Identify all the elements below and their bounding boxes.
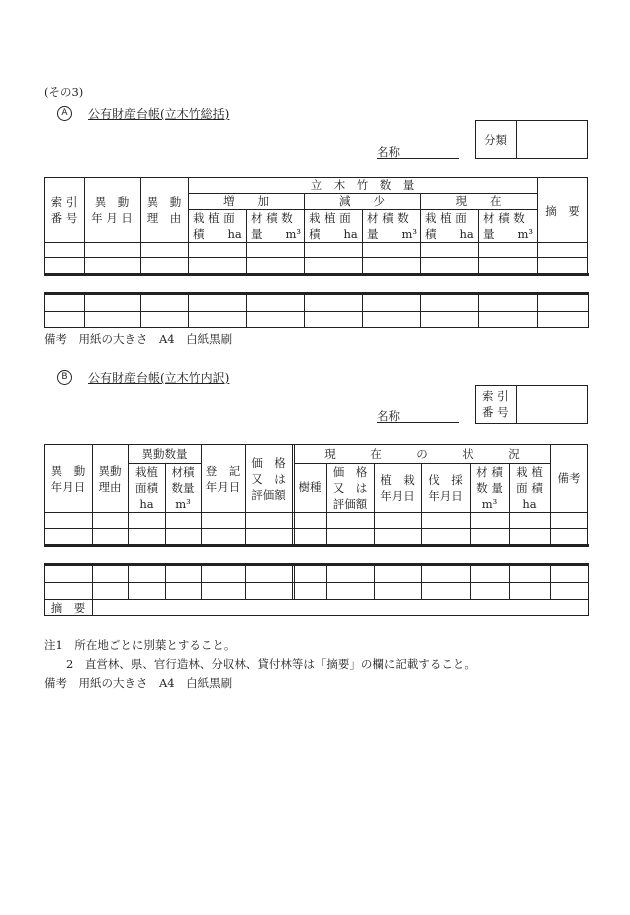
col-change-date: 異 動 年月日	[50, 464, 86, 494]
col-group-current-status: 現 在 の 状 況	[324, 447, 520, 461]
col-index-number: 索 引 番 号	[50, 195, 78, 225]
col-group-current: 現 在	[455, 194, 502, 208]
col-inc-volume: 材 積 数 量 m³	[251, 211, 302, 241]
col-change-reason: 異 動 理 由	[146, 195, 182, 225]
section-b-name-label: 名称	[377, 409, 400, 423]
circled-letter-a: A	[57, 106, 72, 121]
row-summary-label: 摘 要	[50, 601, 86, 615]
col-planting-date: 植 栽 年月日	[380, 473, 415, 503]
footer-note-1: 注1 所在地ごとに別葉とすること。	[44, 638, 236, 652]
section-b-index-label: 索 引 番 号	[482, 389, 509, 419]
section-b-title: 公有財産台帳(立木竹内訳)	[88, 371, 230, 385]
section-b-name-field	[377, 422, 459, 423]
col-dec-area: 栽 植 面 積 ha	[309, 211, 358, 241]
footer-note-2: 2 直営林、県、官行造林、分収林、貸付林等は「摘要」の欄に記載すること。	[66, 657, 476, 671]
col-cutting-date: 伐 採 年月日	[428, 473, 463, 503]
col-current-volume: 材 積 数 量 m³	[476, 465, 503, 511]
col-dec-volume: 材 積 数 量 m³	[367, 211, 418, 241]
section-a-title: 公有財産台帳(立木竹総括)	[88, 107, 230, 121]
col-group-standing-timber: 立 木 竹 数 量	[310, 178, 415, 192]
col-price: 価 格 又 は 評価額	[251, 456, 286, 502]
col-group-decrease: 減 少	[339, 194, 385, 208]
col-cur-area: 栽 植 面 積 ha	[425, 211, 474, 241]
col-species: 樹種	[298, 480, 322, 494]
section-a-name-field	[377, 158, 459, 159]
footer-note-3: 備考 用紙の大きさ A4 白紙黒刷	[44, 676, 233, 690]
col-registration-date: 登 記 年月日	[205, 464, 241, 494]
col-group-change-qty: 異動数量	[141, 447, 188, 461]
col-change-reason: 異動 理由	[98, 464, 122, 494]
col-inc-area: 栽 植 面 積 ha	[193, 211, 242, 241]
col-current-area: 栽 植 面 積 ha	[516, 465, 543, 511]
col-remarks: 摘 要	[545, 204, 580, 218]
circled-letter-b: B	[57, 370, 72, 385]
col-change-date: 異 動 年 月 日	[91, 195, 133, 225]
col-change-volume: 材積 数量 m³	[171, 465, 195, 511]
section-a-name-label: 名称	[377, 145, 400, 159]
col-cur-volume: 材 積 数 量 m³	[483, 211, 534, 241]
col-notes: 備考	[557, 471, 581, 485]
col-group-increase: 増 加	[223, 194, 269, 208]
section-a-note: 備考 用紙の大きさ A4 白紙黒刷	[44, 332, 233, 346]
col-current-price: 価 格 又 は 評価額	[332, 465, 368, 511]
col-change-area: 栽植 面積 ha	[135, 465, 158, 511]
section-a-class-label: 分類	[484, 133, 507, 147]
page-label: (その3)	[44, 85, 84, 99]
